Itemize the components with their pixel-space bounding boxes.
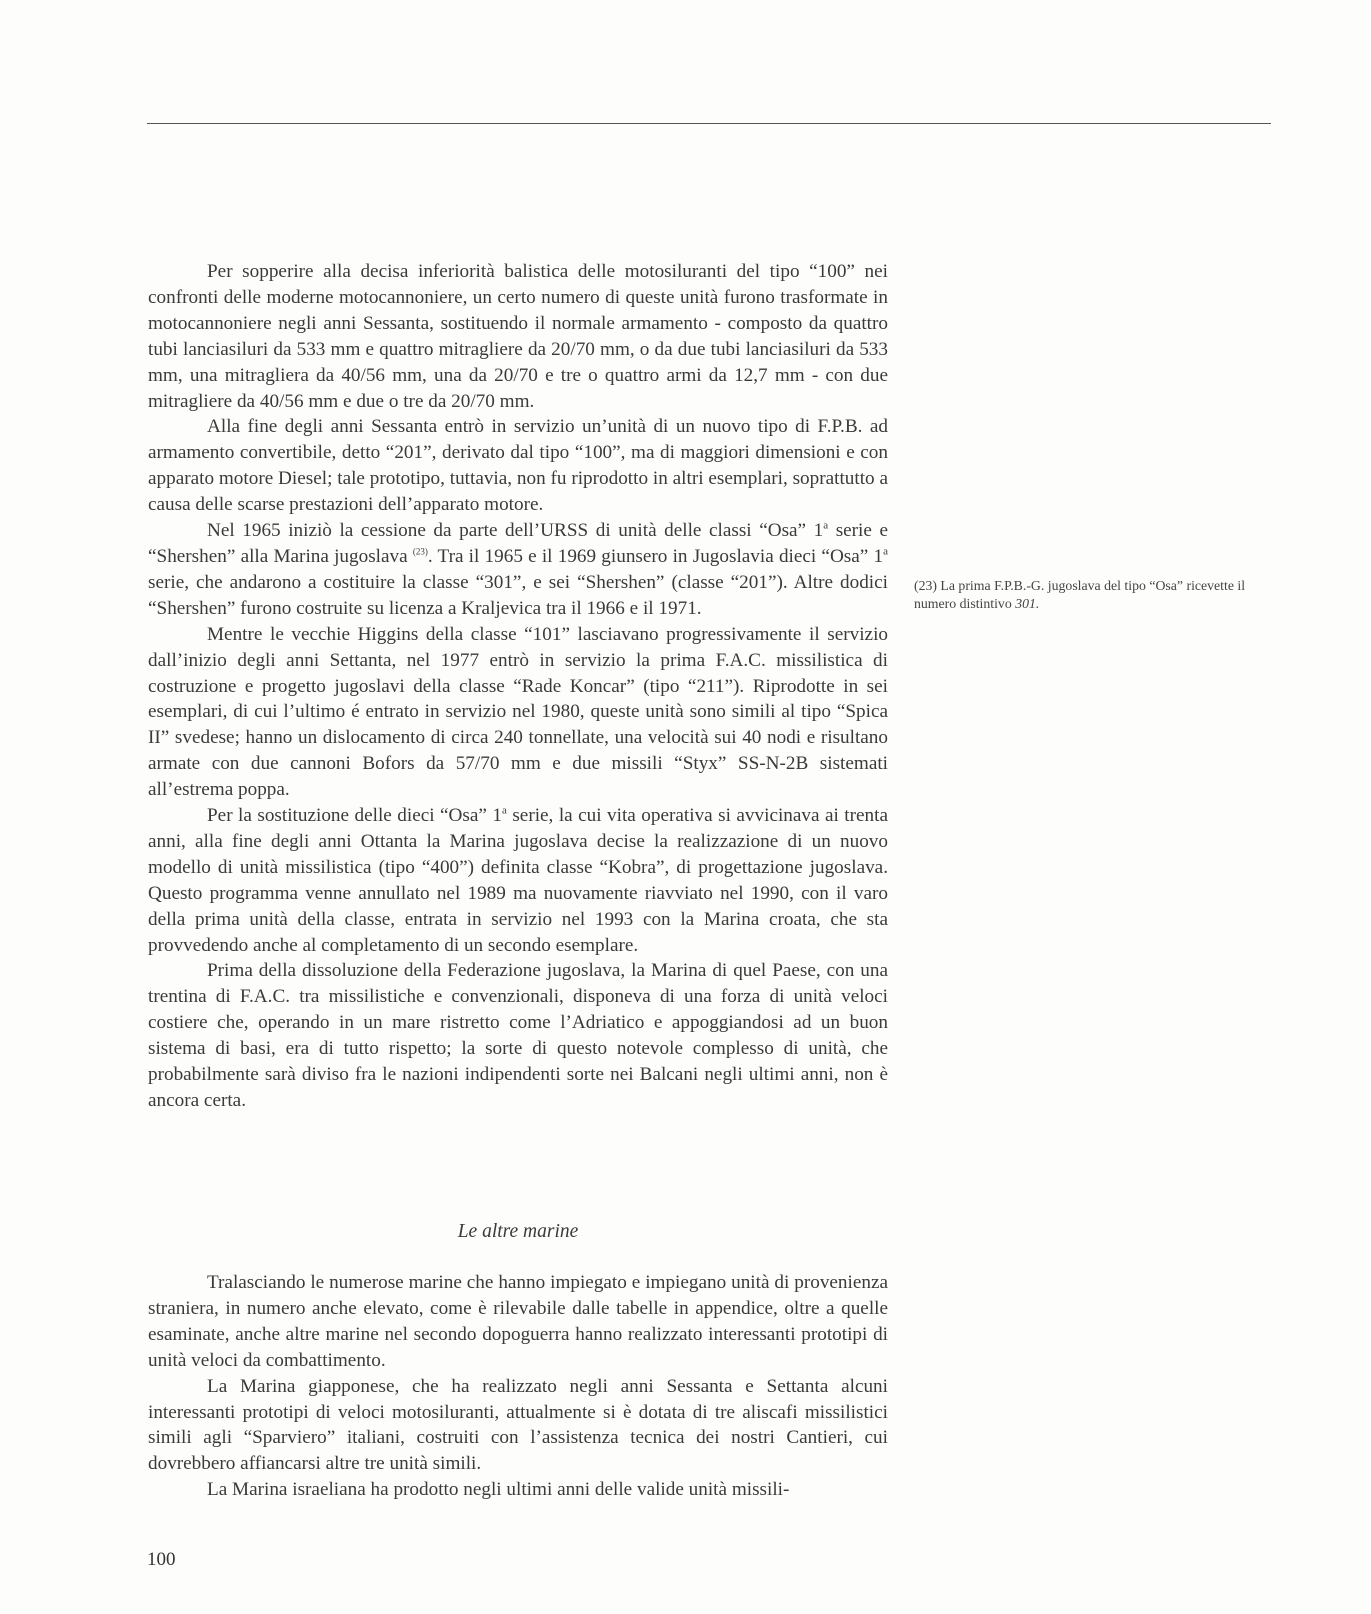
paragraph-text: Nel 1965 iniziò la cessione da parte dell’URSS di unità delle classi “Osa” 1: [207, 520, 824, 542]
footnote-text: (23) La prima F.P.B.-G. jugoslava del tipo “Osa” ricevette il numero distintivo: [914, 578, 1246, 611]
footnote-reference: (23): [412, 546, 428, 557]
page-number: 100: [147, 1549, 176, 1570]
paragraph-text: serie e “Shershen” alla Marina jugoslava: [148, 520, 888, 567]
paragraph-text: . Tra il 1965 e il 1969 giunsero in Jugoslavia dieci “Osa” 1: [427, 545, 884, 567]
paragraph-text: Per la sostituzione delle dieci “Osa” 1: [207, 805, 502, 827]
paragraph: Alla fine degli anni Sessanta entrò in servizio un’unità di un nuovo tipo di F.P.B. ad armamento convertibile, detto “201”, derivato dal tipo “100”, ma di maggiori dimensioni e con apparato motore Diesel; tale prototipo, tuttavia, non fu riprodotto in altri esemplari, soprattutto a causa delle scarse prestazioni dell’apparato motore.: [148, 416, 888, 516]
superscript: a: [823, 519, 829, 532]
superscript: a: [883, 545, 888, 558]
section-title: Le altre marine: [457, 1221, 579, 1242]
paragraph: [148, 803, 888, 958]
paragraph: Prima della dissoluzione della Federazione jugoslava, la Marina di quel Paese, con una trentina di F.A.C. tra missilistiche e convenzionali, disponeva di una forza di unità veloci costiere che, operando in un mare ristretto come l’Adriatico e appoggiandosi ad un buon sistema di basi, era di tutto rispetto; la sorte di questo notevole complesso di unità, che probabilmente sarà diviso fra le nazioni indipendenti sorte nei Balcani negli ultimi anni, non è ancora certa.: [148, 960, 888, 1111]
paragraph-text: serie, la cui vita operativa si avvicinava ai trenta anni, alla fine degli anni Ottanta la Marina jugoslava decise la realizzazione di un nuovo modello di unità missilistica (tipo “400”) definita classe “Kobra”, di progettazione jugoslava. Questo programma venne annullato nel 1989 ma nuovamente riavviato nel 1990, con il varo della prima unità della classe, entrata in servizio nel 1993 con la Marina croata, che sta provvedendo anche al completamento di un secondo esemplare.: [148, 805, 888, 956]
paragraph: Tralasciando le numerose marine che hanno impiegato e impiegano unità di provenienza straniera, in numero anche elevato, come è rilevabile dalle tabelle in appendice, oltre a quelle esaminate, anche altre marine nel secondo dopoguerra hanno realizzato interessanti prototipi di unità veloci da combattimento.: [148, 1272, 888, 1371]
superscript: a: [501, 804, 507, 817]
header-rule: [147, 123, 1271, 124]
paragraph: Mentre le vecchie Higgins della classe “101” lasciavano progressivamente il servizio dall’inizio degli anni Settanta, nel 1977 entrò in servizio la prima F.A.C. missilistica di costruzione e progetto jugoslavi della classe “Rade Koncar” (tipo “211”). Riprodotte in sei esemplari, di cui l’ultimo é entrato in servizio nel 1980, queste unità sono simili al tipo “Spica II” svedese; hanno un dislocamento di circa 240 tonnellate, una velocità sui 40 nodi e risultano armate con due cannoni Bofors da 57/70 mm e due missili “Styx” SS-N-2B sistemati all’estrema poppa.: [148, 623, 888, 801]
paragraph-text: serie, che andarono a costituire la classe “301”, e sei “Shershen” (classe “201”). Altre dodici “Shershen” furono costruite su licenza a Kraljevica tra il 1966 e il 1971.: [148, 571, 888, 619]
main-text-column: [148, 259, 888, 1114]
paragraph: La Marina giapponese, che ha realizzato negli anni Sessanta e Settanta alcuni interessanti prototipi di veloci motosiluranti, attualmente si è dotata di tre aliscafi missilistici simili agli “Sparviero” italiani, costruiti con l’assistenza tecnica dei nostri Cantieri, cui dovrebbero affiancarsi altre tre unità simili.: [148, 1375, 888, 1475]
paragraph: Per sopperire alla decisa inferiorità balistica delle motosiluranti del tipo “100” nei confronti delle moderne motocannoniere, un certo numero di queste unità furono trasformate in motocannoniere negli anni Sessanta, sostituendo il normale armamento - composto da quattro tubi lanciasiluri da 533 mm e quattro mitragliere da 20/70 mm, o da due tubi lanciasiluri da 533 mm, una mitragliera da 40/56 mm, una da 20/70 e tre o quattro armi da 12,7 mm - con due mitragliere da 40/56 mm e due o tre da 20/70 mm.: [148, 261, 888, 412]
footnote-23: [914, 577, 1274, 613]
paragraph: La Marina israeliana ha prodotto negli ultimi anni delle valide unità missili-: [207, 1479, 790, 1501]
footnote-number: 301.: [1015, 596, 1040, 611]
main-text-column-2: [148, 1270, 888, 1503]
paragraph: [148, 518, 888, 622]
